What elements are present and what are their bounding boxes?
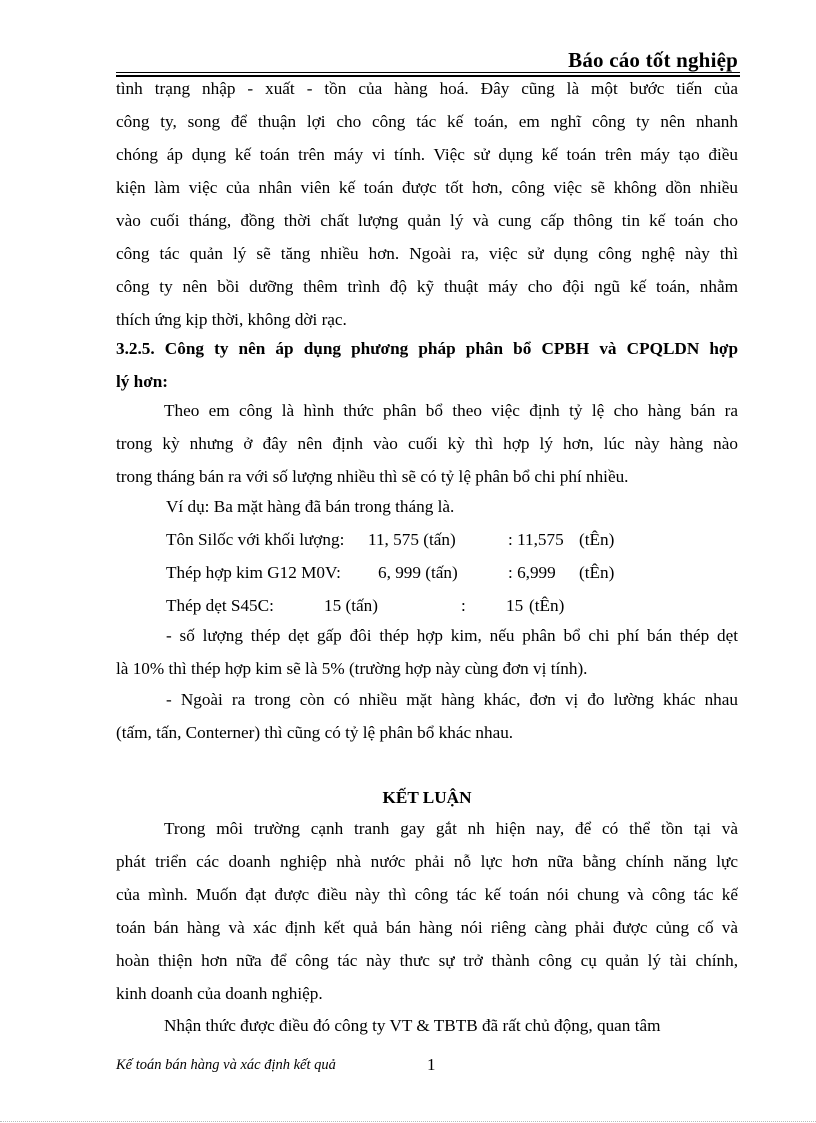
example-unit: (tÊn) [529,596,565,615]
text-line: Nhận thức được điều đó công ty VT & TBTB đã rất chủ động, quan tâm [164,1016,661,1035]
example-row [116,523,738,556]
example-separator: : [461,596,466,615]
paragraph-4 [116,683,738,749]
text-line: phát triển các doanh nghiệp nhà nước phải nỗ lực hơn nữa bằng chính năng lực [116,852,738,871]
example-block [116,490,738,622]
example-converted: : 11,575 [508,530,564,549]
text-line: hoàn thiện hơn nữa để công tác này thưc sự trở thành công cụ quản lý tài chính, [116,951,738,970]
text-line: vào cuối tháng, đồng thời chất lượng quản lý và cung cấp thông tin kế toán cho [116,211,738,230]
example-name: Thép dẹt S45C: [166,596,274,615]
text-line: công ty nên bồi dưỡng thêm trình độ kỹ thuật máy cho đội ngũ kế toán, nhằm [116,277,738,296]
example-qty: 11, 575 (tấn) [368,530,456,549]
text-line: Theo em công là hình thức phân bổ theo việc định tỷ lệ cho hàng bán ra [164,401,738,420]
text-line: chóng áp dụng kế toán trên máy vi tính. Việc sử dụng kế toán trên máy tạo điều [116,145,738,164]
section-heading-3-2-5 [116,332,738,398]
example-unit: (tÊn) [579,563,615,582]
example-intro: Ví dụ: Ba mặt hàng đã bán trong tháng là. [166,497,455,516]
paragraph-3 [116,619,738,685]
text-line: - số lượng thép dẹt gấp đôi thép hợp kim, nếu phân bổ chi phí bán thép dẹt [166,626,738,645]
conclusion-title-text: KẾT LUẬN [382,788,472,807]
example-row [116,556,738,589]
example-unit: (tÊn) [579,530,615,549]
text-line: (tấm, tấn, Conterner) thì cũng có tỷ lệ phân bổ khác nhau. [116,723,514,742]
example-name: Tôn Silốc với khối lượng: [166,530,345,549]
text-line: là 10% thì thép hợp kim sẽ là 5% (trường hợp này cùng đơn vị tính). [116,659,588,678]
example-converted: 15 [506,596,524,615]
text-line: - Ngoài ra trong còn có nhiều mặt hàng khác, đơn vị đo lường khác nhau [166,690,738,709]
text-line: của mình. Muốn đạt được điều này thì công tác kế toán nói chung và công tác kế [116,885,738,904]
text-line: thích ứng kịp thời, không dời rạc. [116,310,347,329]
example-row [116,589,738,622]
paragraph-6 [116,1009,738,1042]
page-bottom-divider [0,1121,816,1122]
text-line: công ty, song để thuận lợi cho công tác kế toán, em nghĩ công ty nên nhanh [116,112,738,131]
example-qty: 6, 999 (tấn) [378,563,458,582]
conclusion-title [116,781,738,814]
paragraph-2 [116,394,738,493]
paragraph-5 [116,812,738,1010]
text-line: kiện làm việc của nhân viên kế toán được tốt hơn, công việc sẽ không dồn nhiều [116,178,738,197]
text-line: Trong môi trường cạnh tranh gay gắt nh hiện nay, để có thể tồn tại và [164,819,738,838]
text-line: toán bán hàng và xác định kết quả bán hàng nói riêng càng phải được củng cố và [116,918,738,937]
page-header-title: Báo cáo tốt nghiệp [568,48,738,72]
heading-line: lý hơn: [116,372,169,391]
page-number: 1 [427,1055,436,1074]
example-name: Thép hợp kim G12 M0V: [166,563,341,582]
footer-title: Kế toán bán hàng và xác định kết quả [116,1057,336,1073]
text-line: kinh doanh của doanh nghiệp. [116,984,323,1003]
text-line: công tác quản lý sẽ tăng nhiều hơn. Ngoài ra, việc sử dụng công nghệ này thì [116,244,738,263]
example-converted: : 6,999 [508,563,556,582]
example-qty: 15 (tấn) [324,596,378,615]
heading-line: 3.2.5. Công ty nên áp dụng phương pháp phân bổ CPBH và CPQLDN hợp [116,339,738,358]
text-line: trong kỳ nhưng ở đây nên định vào cuối kỳ thì hợp lý hơn, lúc này hàng nào [116,434,738,453]
text-line: trong tháng bán ra với số lượng nhiều thì sẽ có tỷ lệ phân bổ chi phí nhiều. [116,467,629,486]
text-line: tình trạng nhập - xuất - tồn của hàng hoá. Đây cũng là một bước tiến của [116,79,738,98]
paragraph-1 [116,72,738,336]
